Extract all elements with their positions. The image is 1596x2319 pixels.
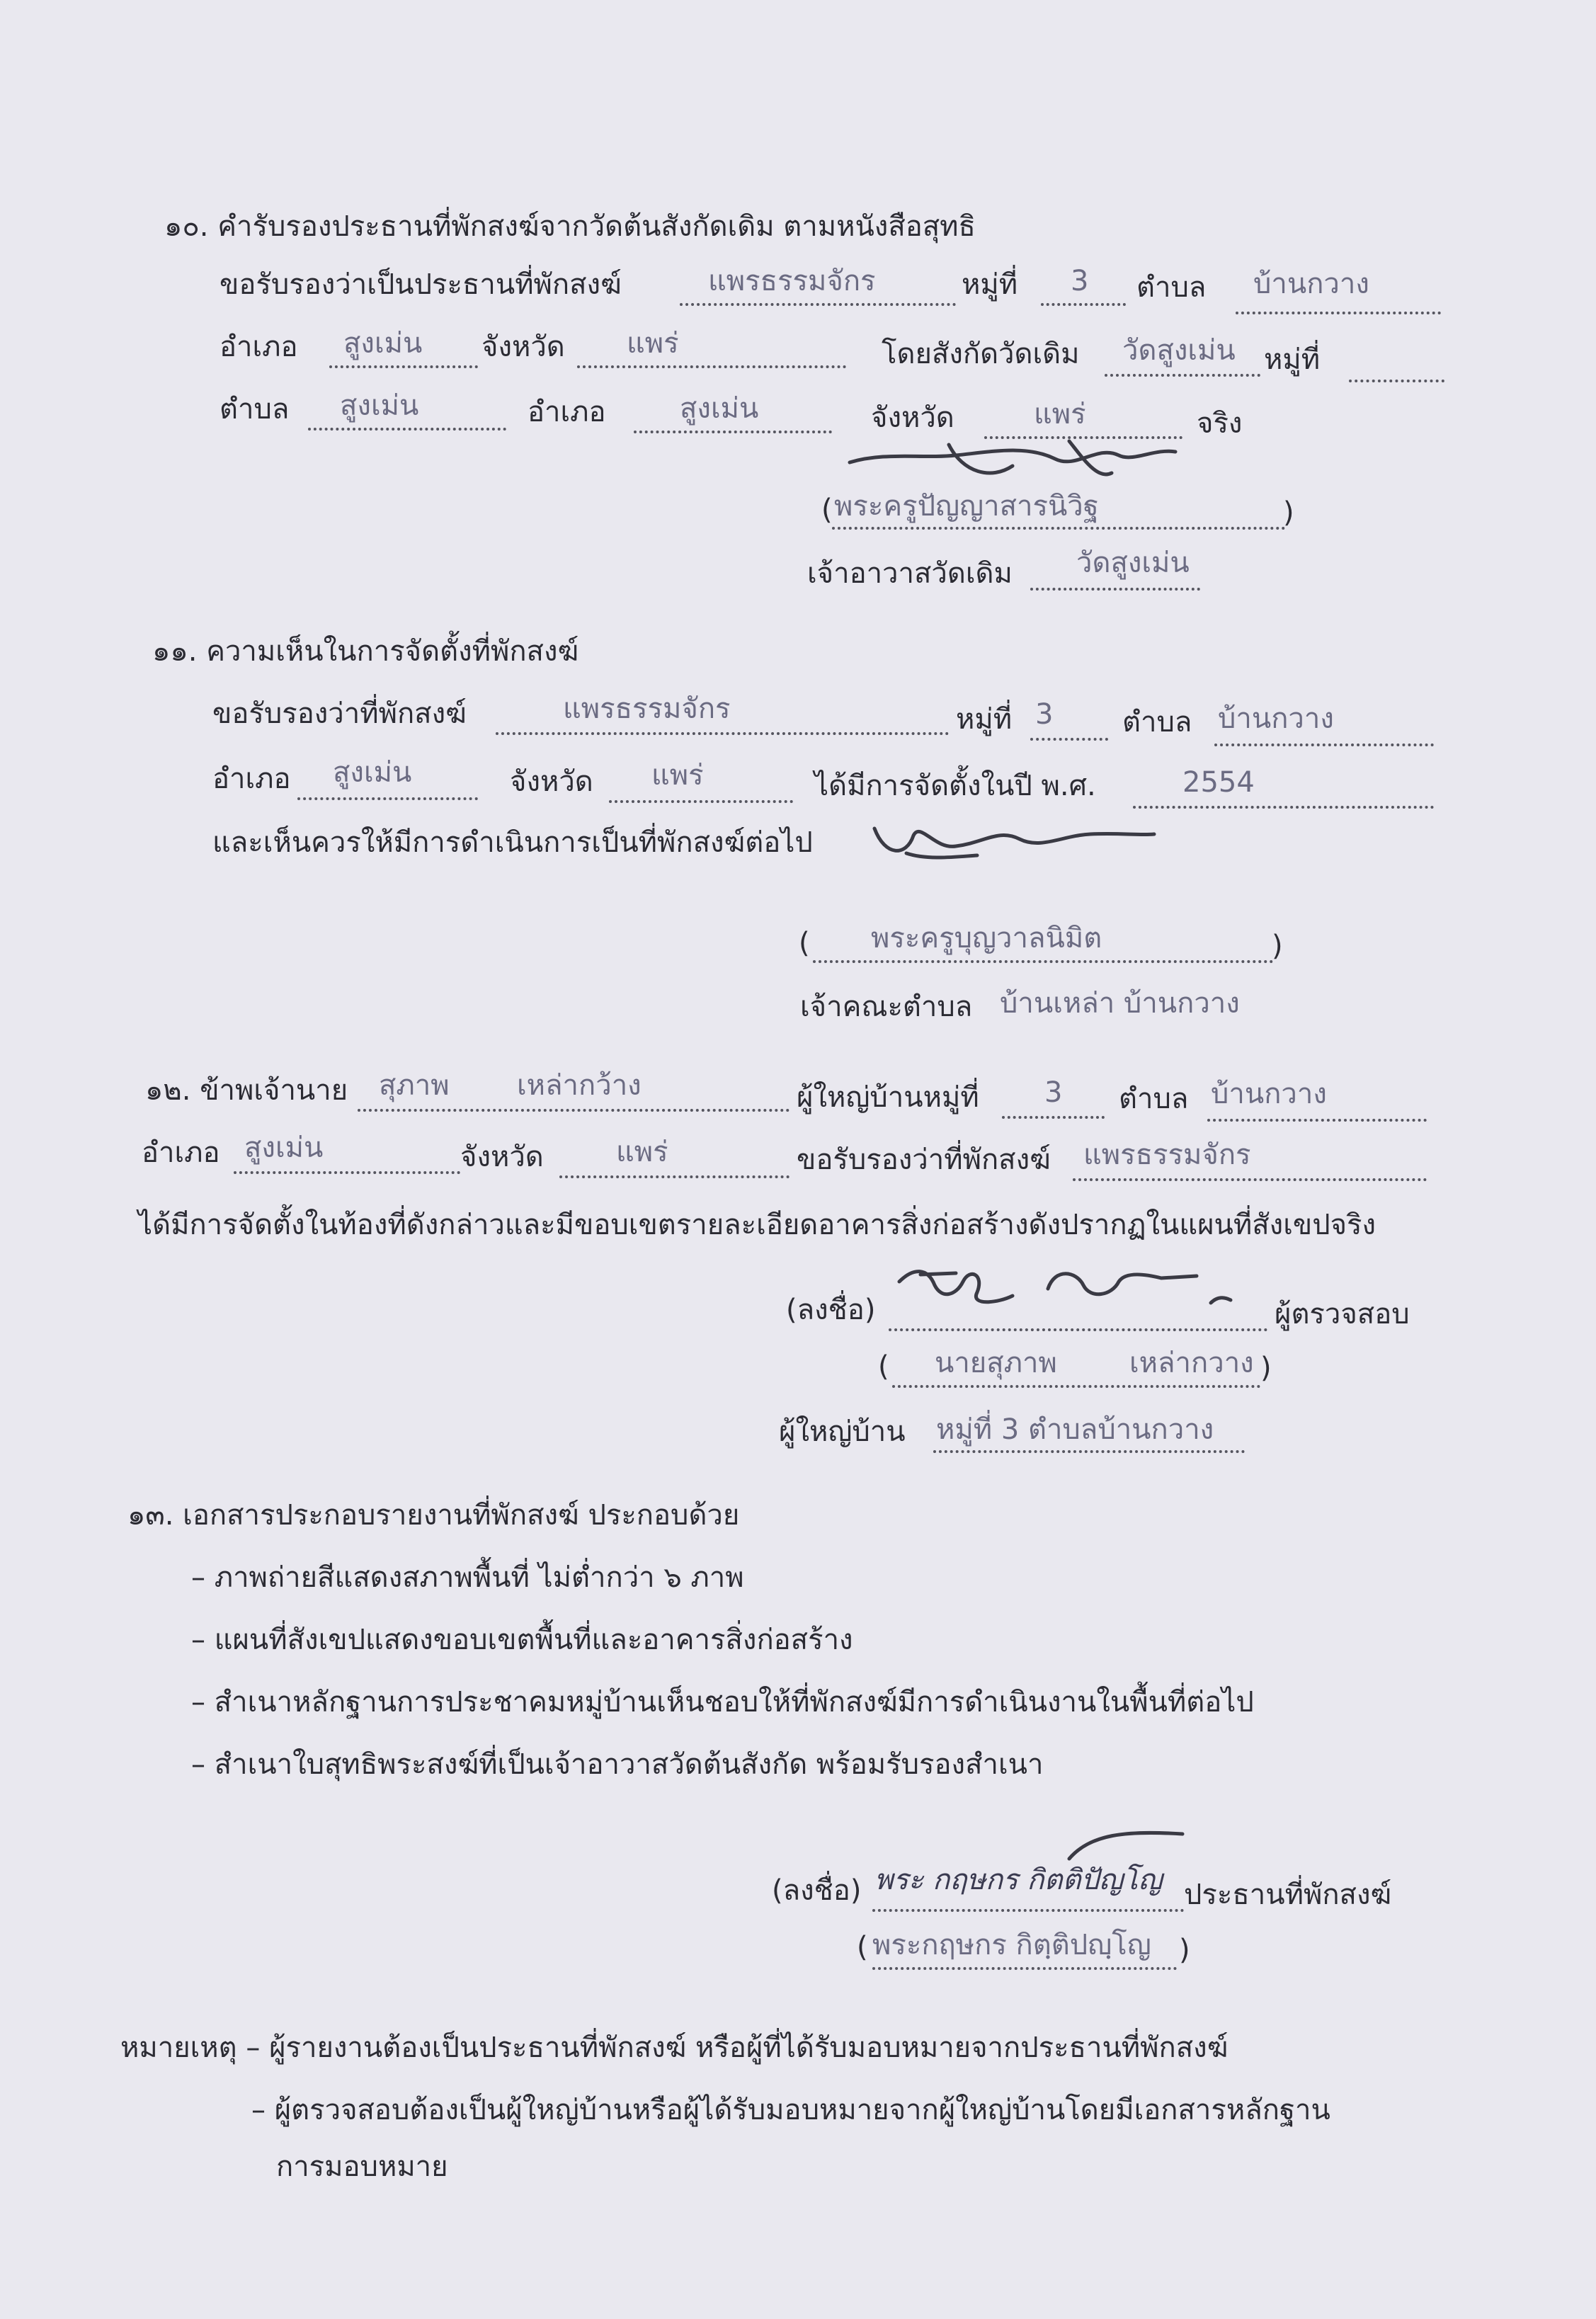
s11-line1-field2-dots [1030, 738, 1108, 741]
s11-line1-label-b: หมู่ที่ [956, 703, 1013, 736]
s12-line1-field2-value: 3 [1044, 1076, 1063, 1109]
section-13-heading: ๑๓. เอกสารประกอบรายงานที่พักสงฆ์ ประกอบด้วย [127, 1499, 740, 1532]
s11-line1-field1-dots [496, 732, 949, 735]
s12-line1-field1-value: สุภาพ [379, 1069, 450, 1102]
s12-line2-field1-value: สูงเม่น [244, 1132, 324, 1164]
note-line-1: หมายเหตุ – ผู้รายงานต้องเป็นประธานที่พักสงฆ์ หรือผู้ที่ได้รับมอบหมายจากประธานที่พักสงฆ์ [120, 2032, 1229, 2064]
s12-sign-label: (ลงชื่อ) [786, 1294, 876, 1326]
s13-sign-name: พระกฤษกร กิตฺติปญฺโญ [872, 1929, 1151, 1961]
s12-sign-close-paren: ) [1260, 1352, 1272, 1384]
note-line-3: การมอบหมาย [276, 2150, 448, 2183]
s11-sign-dots [813, 960, 1273, 963]
s11-line2-label-a: อำเภอ [212, 763, 291, 795]
s10-line1-field1-value: แพรธรรมจักร [708, 265, 876, 297]
s12-role-dots [933, 1450, 1245, 1453]
s11-sign-role: เจ้าคณะตำบล [800, 991, 973, 1023]
section-11-heading: ๑๑. ความเห็นในการจัดตั้งที่พักสงฆ์ [152, 635, 579, 668]
s13-sign-open-paren: ( [857, 1931, 868, 1964]
s12-sign-name-dots [892, 1385, 1260, 1388]
s11-line2-field3-value: 2554 [1182, 766, 1255, 799]
s10-sign-open-paren: ( [821, 494, 833, 526]
s11-sign-role-value: บ้านเหล่า บ้านกวาง [1000, 987, 1240, 1020]
s13-sign-close-paren: ) [1179, 1934, 1190, 1966]
s12-sign-open-paren: ( [878, 1350, 889, 1383]
s12-line2-label-b: จังหวัด [460, 1141, 544, 1173]
s10-line1-label-c: ตำบล [1136, 271, 1207, 304]
s10-line1-field2-dots [1041, 303, 1126, 306]
s10-line1-field2-value: 3 [1071, 265, 1089, 297]
s12-line2-label-c: ขอรับรองว่าที่พักสงฆ์ [797, 1144, 1051, 1176]
s12-role-value: หมู่ที่ 3 ตำบลบ้านกวาง [936, 1413, 1214, 1446]
s10-line2-label-c: โดยสังกัดวัดเดิม [882, 338, 1080, 370]
s10-line2-field2-value: แพร่ [627, 327, 679, 360]
s10-signature [843, 431, 1182, 494]
s12-line1-label-c: ตำบล [1119, 1083, 1189, 1115]
s11-sign-open-paren: ( [799, 927, 810, 959]
s13-sign-suffix: ประธานที่พักสงฆ์ [1184, 1879, 1392, 1911]
s11-signature [864, 814, 1161, 871]
s11-line2-field2-value: แพร่ [651, 759, 704, 792]
s10-line3-label-b: อำเภอ [528, 396, 606, 428]
s12-line2-field2-dots [559, 1175, 790, 1178]
s12-line1-label-a: ๑๒. ข้าพเจ้านาย [145, 1074, 348, 1107]
s12-line1-label-b: ผู้ใหญ่บ้านหมู่ที่ [797, 1081, 979, 1114]
s10-sign-name: พระครูปัญญาสารนิวิฐ [834, 490, 1099, 523]
s10-sign-role-dots [1030, 588, 1200, 591]
s10-line1-label-b: หมู่ที่ [962, 268, 1018, 301]
s10-line3-field2-dots [634, 431, 832, 433]
s11-line1-field3-value: บ้านกวาง [1218, 702, 1334, 735]
s10-line3-label-c: จังหวัด [871, 401, 954, 434]
s11-line1-label-a: ขอรับรองว่าที่พักสงฆ์ [212, 697, 467, 730]
s11-line2-field3-dots [1133, 806, 1434, 809]
s13-item-3: – สำเนาหลักฐานการประชาคมหมู่บ้านเห็นชอบให้ที่พักสงฆ์มีการดำเนินงานในพื้นที่ต่อไป [191, 1686, 1254, 1719]
s10-line1-label-a: ขอรับรองว่าเป็นประธานที่พักสงฆ์ [220, 268, 622, 301]
s10-line3-field1-value: สูงเม่น [340, 389, 419, 422]
s13-item-4: – สำเนาใบสุทธิพระสงฆ์ที่เป็นเจ้าอาวาสวัดต้นสังกัด พร้อมรับรองสำเนา [191, 1748, 1044, 1781]
s10-sign-role-value: วัดสูงเม่น [1076, 547, 1190, 579]
s13-item-2: – แผนที่สังเขปแสดงขอบเขตพื้นที่และอาคารสิ่งก่อสร้าง [191, 1624, 853, 1656]
s11-line3-text: และเห็นควรให้มีการดำเนินการเป็นที่พักสงฆ์ต่อไป [212, 826, 813, 859]
s12-line1-field1-dots [358, 1109, 790, 1112]
s12-sign-name: นายสุภาพ [935, 1347, 1057, 1379]
s12-line2-field2-value: แพร่ [616, 1136, 668, 1168]
s10-sign-dots [832, 527, 1285, 530]
s10-line2-field2-dots [577, 365, 846, 368]
s10-line1-field3-dots [1236, 312, 1441, 314]
s13-signature-flourish [1062, 1820, 1190, 1869]
s12-line2-label-a: อำเภอ [142, 1136, 220, 1169]
s11-line1-field2-value: 3 [1035, 698, 1054, 731]
s10-line2-field3-dots [1105, 374, 1260, 377]
s11-line1-field1-value: แพรธรรมจักร [563, 693, 731, 725]
s11-line2-field1-value: สูงเม่น [333, 756, 412, 789]
s11-line1-field3-dots [1214, 743, 1434, 746]
s12-line2-field1-dots [234, 1171, 460, 1174]
s10-sign-close-paren: ) [1283, 496, 1294, 529]
s11-line2-label-b: จังหวัด [510, 765, 593, 798]
s12-role-label: ผู้ใหญ่บ้าน [779, 1415, 906, 1448]
s10-sign-role: เจ้าอาวาสวัดเดิม [807, 557, 1013, 590]
s12-line1-field1-value-b: เหล่ากว้าง [517, 1069, 642, 1102]
s12-sign-name-b: เหล่ากวาง [1129, 1347, 1254, 1379]
note-line-2: – ผู้ตรวจสอบต้องเป็นผู้ใหญ่บ้านหรือผู้ได้รับมอบหมายจากผู้ใหญ่บ้านโดยมีเอกสารหลักฐาน [251, 2094, 1330, 2126]
s11-line2-field1-dots [297, 797, 478, 800]
s10-line3-label-a: ตำบล [220, 393, 290, 426]
s11-sign-name: พระครูบุญวาลนิมิต [871, 922, 1102, 955]
s10-line1-field1-dots [680, 303, 956, 306]
s13-item-1: – ภาพถ่ายสีแสดงสภาพพื้นที่ ไม่ต่ำกว่า ๖ ภาพ [191, 1561, 744, 1594]
s10-line3-field2-value: สูงเม่น [680, 392, 759, 425]
s10-line2-label-b: จังหวัด [481, 331, 565, 363]
s11-sign-close-paren: ) [1272, 930, 1283, 962]
s12-sign-dots [889, 1328, 1267, 1331]
section-10-heading: ๑๐. คำรับรองประธานที่พักสงฆ์จากวัดต้นสังกัดเดิม ตามหนังสือสุทธิ [164, 210, 976, 243]
s10-line2-field1-dots [329, 365, 478, 368]
s10-line2-label-a: อำเภอ [220, 331, 298, 363]
s12-line3-text: ได้มีการจัดตั้งในท้องที่ดังกล่าวและมีขอบเขตรายละเอียดอาคารสิ่งก่อสร้างดังปรากฏในแผนที่สังเขปจริง [138, 1209, 1376, 1241]
s10-line2-label-d: หมู่ที่ [1264, 343, 1321, 376]
s10-line2-field1-value: สูงเม่น [343, 327, 423, 360]
s13-sign-name-dots [872, 1967, 1177, 1970]
s12-line2-field3-dots [1073, 1178, 1427, 1181]
s12-line1-field2-dots [1002, 1116, 1105, 1119]
s10-line1-field3-value: บ้านกวาง [1253, 268, 1369, 300]
s10-line3-label-d: จริง [1197, 407, 1243, 440]
s12-signature [892, 1253, 1275, 1317]
s12-line1-field3-dots [1207, 1119, 1427, 1122]
s10-line3-field1-dots [308, 428, 506, 431]
s11-line2-field2-dots [609, 800, 793, 803]
s13-sign-label: (ลงชื่อ) [772, 1874, 862, 1907]
s13-signature-handwritten: พระ กฤษกร กิตติปัญโญ [874, 1864, 1163, 1896]
s10-line2-field3-value: วัดสูงเม่น [1122, 334, 1236, 367]
s10-line2-field4-dots [1349, 380, 1444, 382]
s12-sign-suffix: ผู้ตรวจสอบ [1275, 1298, 1410, 1331]
s11-line1-label-c: ตำบล [1122, 706, 1192, 739]
s12-line1-field3-value: บ้านกวาง [1211, 1078, 1327, 1110]
s11-line2-label-c: ได้มีการจัดตั้งในปี พ.ศ. [814, 770, 1096, 802]
s12-line2-field3-value: แพรธรรมจักร [1083, 1139, 1251, 1171]
s10-line3-field3-value: แพร่ [1034, 398, 1086, 431]
s13-sign-dots [872, 1909, 1184, 1912]
